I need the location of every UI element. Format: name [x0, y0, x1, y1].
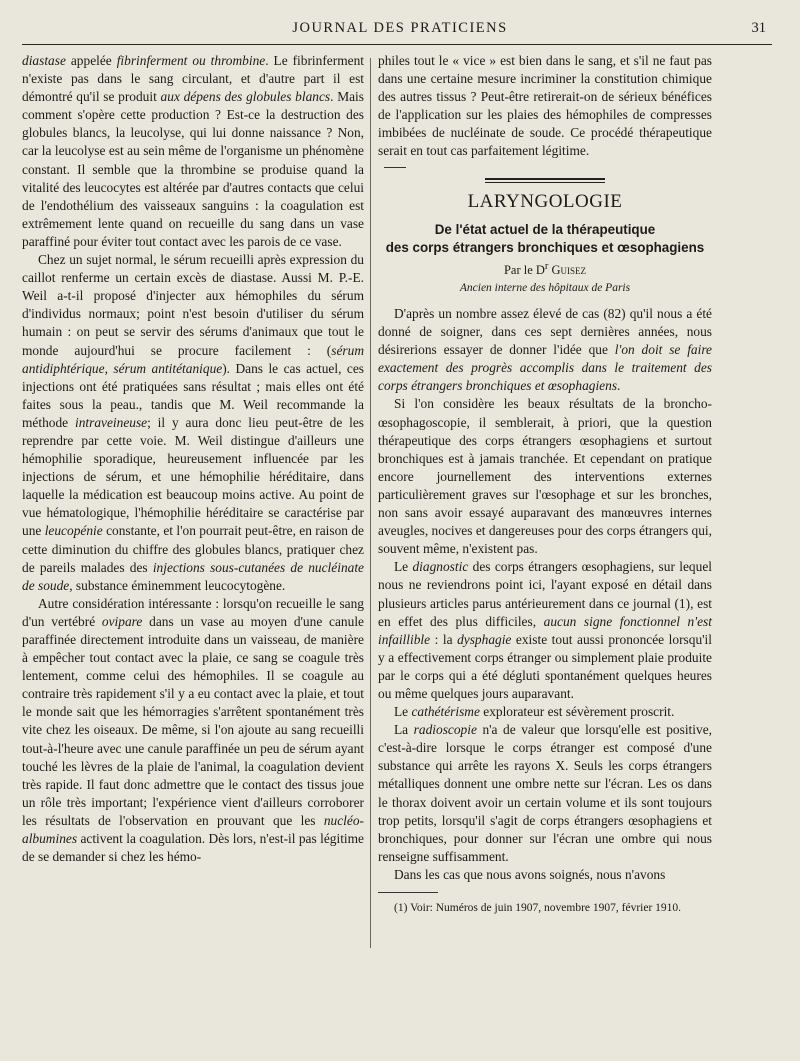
column-divider	[370, 58, 371, 948]
text-run: Si l'on considère les beaux résultats de la broncho-œsophagoscopie, il semblerait, à priori, que la question thérapeutique des corps étrangers œsophagiens et surtout bronchiques est à jamais tranchée. Et cependant on pratique encore journellement des interventions externes particulièrement graves sur l'œsophage et sur les bronches, non sans avoir essayé auparavant des manœuvres internes aveugles, nocives et dangereuses pour des corps étrangers qui, souvent même, n'existent pas.	[378, 396, 712, 557]
right-column	[378, 52, 712, 917]
article-title-line-2: des corps étrangers bronchiques et œsophagiens	[385, 239, 705, 255]
section-title: LARYNGOLOGIE	[467, 190, 623, 212]
italic-run: diagnostic	[412, 559, 469, 575]
italic-run: intraveineuse	[74, 414, 148, 430]
page-number: 31	[751, 20, 766, 36]
italic-run: dysphagie	[457, 631, 512, 647]
text-run: Chez un sujet normal, le sérum recueilli après expression du caillot renferme un certain excès de diastase. Aussi M. P.-E. Weil a-t-il proposé d'injecter aux hémophiles du sérum d'individus normaux; point n'est besoin d'utiliser du sérum humain : on peut se servir des sérums d'animaux que tout le monde aujourd'hui se procure facilement : (	[22, 252, 364, 358]
left-column	[22, 52, 364, 866]
italic-run: l'on doit se faire exactement des progrès accomplis dans le traitement des corps étrangers bronchiques et œsophagiens	[378, 342, 712, 394]
author-name: Guisez	[551, 262, 587, 277]
paragraph	[378, 558, 712, 703]
short-rule	[384, 167, 406, 168]
italic-run: sérum antidiphtérique, sérum antitétanique	[22, 342, 364, 376]
text-run: activent la coagulation. Dès lors, n'est-il pas légitime de se demander si chez les hémo-	[22, 831, 364, 865]
text-run: Le	[394, 704, 412, 720]
text-run: Dans les cas que nous avons soignés, nous n'avons	[394, 866, 666, 882]
text-run: . Mais comment s'opère cette production ? Est-ce la destruction des globules blancs, la leucolyse, qui lui donne naissance ? Non, car la leucolyse est au sein même de l'organisme un phénomène constant. Il semble que la thrombine se produise quand la vitalité des leucocytes est altérée par d'autres contacts que celui de l'endothélium des vaisseaux sanguins : la coagulation est extrêmement lente quand on recueille du sang dans un vase paraffiné pour éviter tout contact avec les parois de ce vase.	[22, 89, 364, 249]
text-run: appelée	[65, 53, 117, 68]
text-run: . Le fibrinferment n'existe pas dans le sang circulant, et d'autre part il est démontré qu'il se produit	[22, 53, 364, 105]
text-run: explorateur est sévèrement proscrit.	[479, 704, 675, 720]
italic-run: radioscopie	[413, 722, 477, 738]
text-run: constante, et l'on pourrait peut-être, en raison de cette diminution du chiffre des globules blancs, pratiquer chez de pareils malades des	[22, 523, 365, 575]
text-run: dans un vase au moyen d'une canule paraffinée directement introduite dans un vaisseau, de manière à empêcher tout contact avec la plaie, ce sang se coagule très lentement, comme celui des hémophiles. Il se coagule au contraire très rapidement s'il y a eu contact avec la plaie, et tout le monde sait que les hémorragies s'arrêtent spontanément très vite chez les oiseaux. De même, si l'on ajoute au sang recueilli tout-à-l'heure avec une canule paraffinée un peu de sérum ayant touché les lèvres de la plaie de l'animal, la coagulation devient très rapide. Il faut donc admettre que le contact des tissus joue un rôle très important; l'expérience vient d'ailleurs corroborer les résultats de l'observation en prouvant que les	[22, 613, 364, 828]
article-title	[378, 221, 712, 257]
italic-run: aucun signe fonctionnel n'est infaillible	[378, 613, 712, 647]
paragraph	[378, 305, 712, 395]
footnote-rule	[378, 892, 438, 893]
paragraph	[378, 721, 712, 866]
byline	[378, 258, 712, 279]
paragraph	[22, 595, 364, 866]
italic-run: cathétérisme	[411, 704, 480, 720]
italic-run: fibrinferment ou thrombine	[116, 53, 266, 68]
author-affiliation: Ancien interne des hôpitaux de Paris	[459, 281, 631, 294]
paragraph	[22, 52, 364, 251]
paragraph	[378, 395, 712, 558]
italic-run: injections sous-cutanées de nucléinate de soude	[22, 559, 364, 593]
paragraph	[378, 52, 712, 161]
text-run: ). Dans le cas actuel, ces injections ont été pratiquées sans résultat ; mais elles ont été faites sous la peau., tandis que M. Weil recommande la méthode	[22, 360, 364, 430]
italic-run: diastase	[22, 53, 66, 68]
paragraph	[378, 866, 712, 884]
text-run: n'a de valeur que lorsqu'elle est positive, c'est-à-dire lorsque le corps étranger est composé d'une substance qui arrête les rayons X. Seuls les corps étrangers métalliques donnent une ombre nette sur l'écran. Les os dans le thorax doivent avoir un certain volume et ils sont toujours trop petits, lorsqu'il s'agit de corps étrangers œsophagiens et bronchiques, pour donner sur l'écran une ombre qui nous renseigne suffisamment.	[378, 722, 712, 864]
italic-run: nucléo-albumines	[22, 812, 364, 847]
journal-title: JOURNAL DES PRATICIENS	[292, 20, 508, 36]
text-run: , substance éminemment leucocytogène.	[69, 577, 286, 593]
footnote: (1) Voir: Numéros de juin 1907, novembre 1907, février 1910.	[394, 902, 682, 914]
running-header	[20, 18, 780, 40]
text-run: ; il y aura donc lieu peut-être de les reprendre par cette voie. M. Weil distingue d'ailleurs une hémophilie sporadique, heureusement influencée par les injections de sérum, et une hémophilie héréditaire, dans laquelle la médication est beaucoup moins active. Au point de vue hématologique, l'hémophilie héréditaire se caractérise par une	[22, 414, 364, 539]
italic-run: aux dépens des globules blancs	[160, 89, 331, 105]
italic-run: leucopénie	[44, 523, 103, 539]
text-run: D'après un nombre assez élevé de cas (82) qu'il nous a été donné de soigner, dans ces sept dernières années, nous désirerions essayer de donner l'idée que	[378, 306, 712, 358]
byline-sup: r	[544, 260, 549, 272]
text-run: : la	[430, 631, 458, 647]
text-run: Le	[394, 559, 413, 575]
text-run: La	[394, 722, 414, 738]
text-run: philes tout le « vice » est bien dans le sang, et s'il ne faut pas dans une certaine mesure incriminer la constitution chimique des autres tissus ? Peut-être retirerait-on de sérieux bénéfices de l'application sur les plaies des hémophiles de compresses imbibées de nucléinate de soude. Ce procédé thérapeutique serait en tout cas parfaitement légitime.	[378, 53, 712, 159]
text-run: des corps étrangers œsophagiens, sur lequel nous ne reviendrons point ici, l'ayant exposé en détail dans plusieurs articles parus antérieurement dans ce journal (1), est en effet des plus difficiles,	[378, 559, 712, 629]
byline-prefix: Par le D	[503, 262, 545, 277]
text-run: existe tout aussi prononcée lorsqu'il y a effectivement corps étranger ou simplement plaie produite par le corps qui a été dégluti spontanément quelques heures ou même quelques jours auparavant.	[378, 631, 712, 701]
paragraph	[22, 251, 364, 595]
paragraph	[378, 703, 712, 721]
text-run: Autre considération intéressante : lorsqu'on recueille le sang d'un vertébré	[22, 595, 364, 629]
section-rule	[485, 178, 605, 183]
article-title-line-1: De l'état actuel de la thérapeutique	[434, 221, 656, 237]
header-rule	[22, 44, 772, 45]
italic-run: ovipare	[101, 613, 143, 629]
text-run: .	[617, 378, 621, 394]
